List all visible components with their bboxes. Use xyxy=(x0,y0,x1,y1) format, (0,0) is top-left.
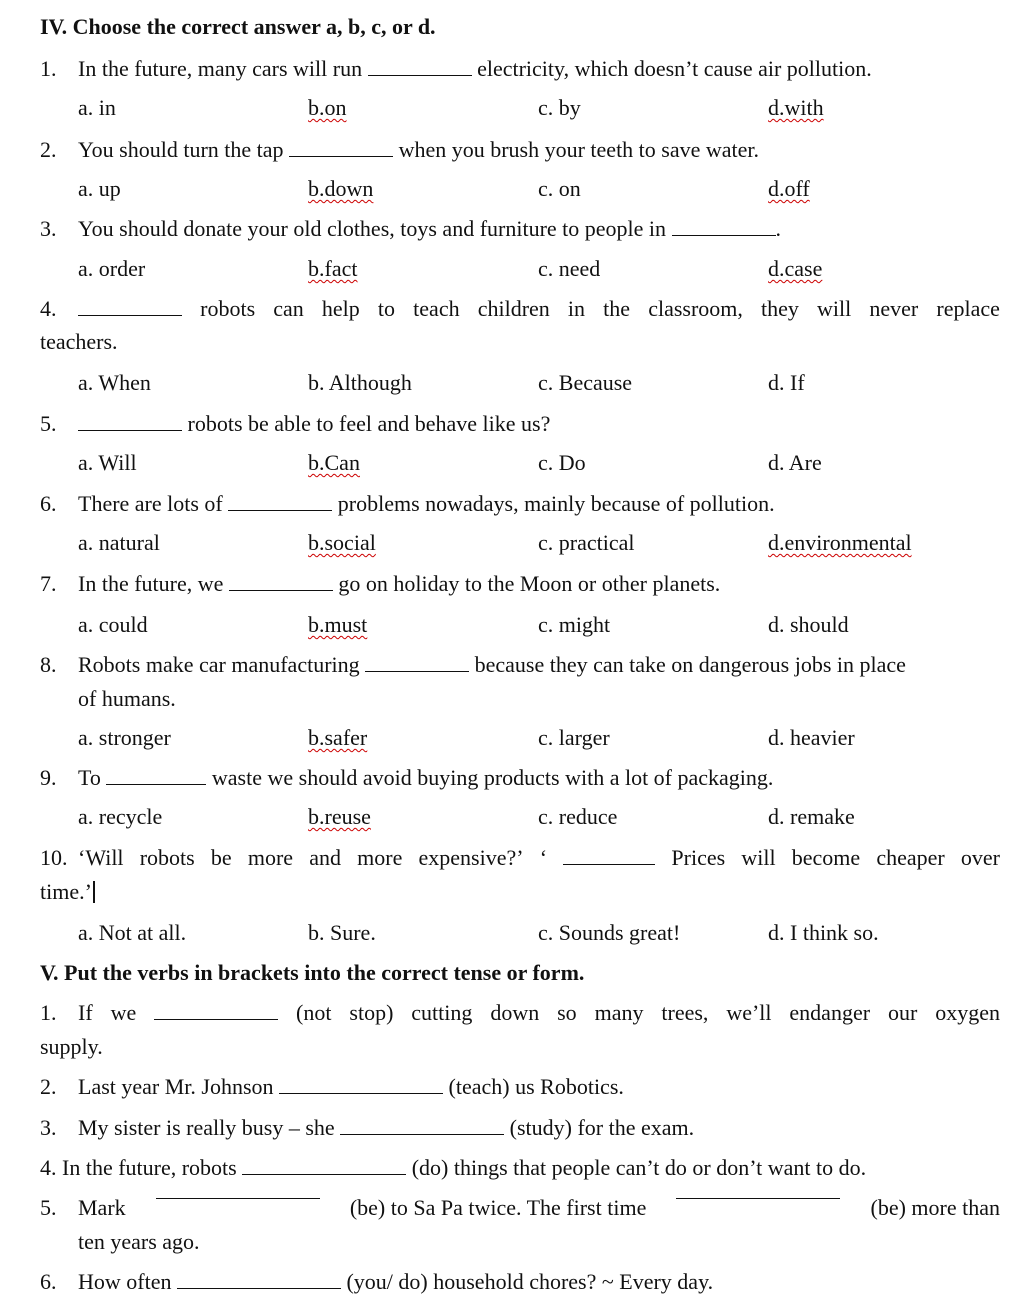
word: be xyxy=(210,845,232,870)
verb-blank-2[interactable] xyxy=(676,1197,840,1199)
question-text xyxy=(78,218,781,240)
question-number: 2. xyxy=(40,137,57,162)
option-a[interactable]: a. stronger xyxy=(78,725,171,750)
answer-blank[interactable] xyxy=(365,670,469,672)
item-number: 4. xyxy=(40,1155,57,1180)
word: trees, xyxy=(661,1000,709,1025)
word: can xyxy=(273,296,304,321)
item-text xyxy=(78,1076,624,1098)
blank-wrap xyxy=(563,847,655,869)
word: many xyxy=(594,1000,644,1025)
question-text-after: when you brush your teeth to save water. xyxy=(398,137,760,162)
item-number: 3. xyxy=(40,1115,57,1140)
verb-blank[interactable] xyxy=(154,1018,278,1020)
question-text-before: Robots make car manufacturing xyxy=(78,652,360,677)
question-text xyxy=(78,493,775,515)
question-text xyxy=(78,847,1000,869)
answer-blank[interactable] xyxy=(78,314,182,316)
word: down xyxy=(490,1000,540,1025)
question-number: 6. xyxy=(40,491,57,516)
question-text xyxy=(78,58,872,80)
word: children xyxy=(477,296,550,321)
answer-blank[interactable] xyxy=(229,589,333,591)
word: we xyxy=(110,1000,137,1025)
question-text-before: To xyxy=(78,765,101,790)
item-text-before: How often xyxy=(78,1269,172,1294)
item-number: 1. xyxy=(40,1000,57,1025)
word: help xyxy=(321,296,360,321)
question-text-after: go on holiday to the Moon or other planets. xyxy=(338,571,721,596)
option-d[interactable]: d. Are xyxy=(768,450,822,475)
option-d[interactable]: d. remake xyxy=(768,804,855,829)
option-d[interactable]: d. If xyxy=(768,370,805,395)
option-a[interactable]: a. order xyxy=(78,256,146,281)
option-a[interactable]: a. up xyxy=(78,176,121,201)
option-a[interactable]: a. When xyxy=(78,370,151,395)
option-d[interactable]: d.environmental xyxy=(768,530,912,555)
word: we’ll xyxy=(726,1000,772,1025)
item-text-before: Mark xyxy=(78,1195,126,1220)
word: the xyxy=(603,296,631,321)
item-number: 5. xyxy=(40,1195,57,1220)
word: to xyxy=(377,296,396,321)
blank-wrap xyxy=(78,298,182,320)
option-c[interactable]: c. might xyxy=(538,612,611,637)
word: replace xyxy=(936,296,1000,321)
word: Prices xyxy=(671,845,726,870)
verb-blank[interactable] xyxy=(340,1133,504,1135)
word: more xyxy=(247,845,294,870)
question-text xyxy=(78,139,759,161)
question-text-before: You should donate your old clothes, toys and furniture to people in xyxy=(78,216,667,241)
option-a[interactable]: a. Not at all. xyxy=(78,920,187,945)
word: robots xyxy=(200,296,256,321)
word: they xyxy=(761,296,799,321)
word: cheaper xyxy=(876,845,945,870)
word: over xyxy=(960,845,1000,870)
word: expensive?’ xyxy=(418,845,524,870)
answer-blank[interactable] xyxy=(672,234,776,236)
answer-blank[interactable] xyxy=(368,74,472,76)
option-a[interactable]: a. recycle xyxy=(78,804,163,829)
question-number: 7. xyxy=(40,571,57,596)
word: If xyxy=(78,1000,93,1025)
question-number: 5. xyxy=(40,411,57,436)
item-text-before: Last year Mr. Johnson xyxy=(78,1074,274,1099)
answer-blank[interactable] xyxy=(106,783,206,785)
option-b[interactable]: b.on xyxy=(308,95,347,120)
item-text xyxy=(78,1197,1000,1219)
option-d[interactable]: d.case xyxy=(768,256,823,281)
text-cursor xyxy=(93,881,95,903)
item-text-continued: supply. xyxy=(40,1034,103,1059)
question-number: 8. xyxy=(40,652,57,677)
answer-blank[interactable] xyxy=(289,155,393,157)
question-number: 1. xyxy=(40,56,57,81)
option-b[interactable]: b.reuse xyxy=(308,804,371,829)
question-number: 3. xyxy=(40,216,57,241)
option-c[interactable]: c. reduce xyxy=(538,804,618,829)
question-text-before: You should turn the tap xyxy=(78,137,284,162)
item-text xyxy=(78,1271,713,1293)
word: robots xyxy=(139,845,195,870)
word: will xyxy=(741,845,776,870)
blank-wrap xyxy=(154,1002,278,1024)
question-text xyxy=(78,767,773,789)
option-d[interactable]: d. heavier xyxy=(768,725,855,750)
item-text-after: (study) for the exam. xyxy=(509,1115,695,1140)
verb-blank[interactable] xyxy=(177,1287,341,1289)
word: ‘Will xyxy=(78,845,124,870)
option-b[interactable]: b. Although xyxy=(308,370,412,395)
option-c[interactable]: c. larger xyxy=(538,725,610,750)
word: become xyxy=(791,845,861,870)
word: oxygen xyxy=(935,1000,1000,1025)
question-text-after: problems nowadays, mainly because of pollution. xyxy=(337,491,775,516)
item-text-after: (you/ do) household chores? ~ Every day. xyxy=(346,1269,714,1294)
section-5-heading: V. Put the verbs in brackets into the correct tense or form. xyxy=(40,960,585,985)
question-text-after: electricity, which doesn’t cause air pollution. xyxy=(477,56,872,81)
option-b[interactable]: b.social xyxy=(308,530,376,555)
question-text xyxy=(78,298,1000,320)
word: classroom, xyxy=(648,296,743,321)
item-text-before: My sister is really busy – she xyxy=(78,1115,335,1140)
option-b[interactable]: b. Sure. xyxy=(308,920,376,945)
word: will xyxy=(817,296,852,321)
word: endanger xyxy=(789,1000,871,1025)
option-c[interactable]: c. Because xyxy=(538,370,633,395)
item-text xyxy=(78,1002,1000,1024)
question-number: 9. xyxy=(40,765,57,790)
option-c[interactable]: c. Sounds great! xyxy=(538,920,681,945)
item-text-continued: ten years ago. xyxy=(78,1229,200,1254)
word: teach xyxy=(413,296,460,321)
question-number: 4. xyxy=(40,296,57,321)
option-c[interactable]: c. Do xyxy=(538,450,586,475)
question-text xyxy=(78,573,720,595)
option-c[interactable]: c. practical xyxy=(538,530,635,555)
word: (not xyxy=(296,1000,332,1025)
question-text-continued: of humans. xyxy=(78,686,176,711)
question-text-continued: time.’ xyxy=(40,881,95,903)
word: stop) xyxy=(349,1000,394,1025)
question-text xyxy=(78,413,550,435)
item-number: 2. xyxy=(40,1074,57,1099)
verb-blank[interactable] xyxy=(279,1092,443,1094)
question-text-continued: teachers. xyxy=(40,329,118,354)
item-text xyxy=(78,1117,694,1139)
item-text-after: (do) things that people can’t do or don’t want to do. xyxy=(411,1155,867,1180)
option-d[interactable]: d. I think so. xyxy=(768,920,879,945)
option-c[interactable]: c. need xyxy=(538,256,601,281)
option-b[interactable]: b.down xyxy=(308,176,374,201)
word: so xyxy=(557,1000,577,1025)
option-b[interactable]: b.fact xyxy=(308,256,358,281)
option-b[interactable]: b.safer xyxy=(308,725,368,750)
option-a[interactable]: a. Will xyxy=(78,450,137,475)
question-text-after: robots be able to feel and behave like us? xyxy=(187,411,551,436)
verb-blank[interactable] xyxy=(242,1173,406,1175)
verb-blank[interactable] xyxy=(156,1197,320,1199)
word: our xyxy=(887,1000,918,1025)
answer-blank[interactable] xyxy=(78,429,182,431)
option-c[interactable]: c. on xyxy=(538,176,581,201)
word: never xyxy=(869,296,919,321)
question-text xyxy=(78,654,906,676)
answer-blank[interactable] xyxy=(228,509,332,511)
option-a[interactable]: a. could xyxy=(78,612,148,637)
option-a[interactable]: a. in xyxy=(78,95,116,120)
option-b[interactable]: b.Can xyxy=(308,450,360,475)
question-text-after: because they can take on dangerous jobs in place xyxy=(474,652,906,677)
item-text-after: (be) more than xyxy=(870,1195,1000,1220)
question-number: 10. xyxy=(40,845,68,870)
word: more xyxy=(357,845,403,870)
section-4-heading: IV. Choose the correct answer a, b, c, or d. xyxy=(40,14,436,39)
question-text-before: There are lots of xyxy=(78,491,223,516)
item-number: 6. xyxy=(40,1269,57,1294)
word: and xyxy=(309,845,341,870)
item-text-after: (teach) us Robotics. xyxy=(448,1074,624,1099)
question-text-before: In the future, many cars will run xyxy=(78,56,363,81)
option-b[interactable]: b.must xyxy=(308,612,368,637)
answer-blank[interactable] xyxy=(563,863,655,865)
option-a[interactable]: a. natural xyxy=(78,530,160,555)
option-d[interactable]: d. should xyxy=(768,612,849,637)
question-text-after: . xyxy=(775,216,782,241)
question-text-after: waste we should avoid buying products with a lot of packaging. xyxy=(211,765,774,790)
option-d[interactable]: d.with xyxy=(768,95,824,120)
option-c[interactable]: c. by xyxy=(538,95,581,120)
word: in xyxy=(567,296,586,321)
word: ‘ xyxy=(539,845,548,870)
item-text-middle: (be) to Sa Pa twice. The first time xyxy=(349,1195,647,1220)
question-text-before: In the future, we xyxy=(78,571,224,596)
option-d[interactable]: d.off xyxy=(768,176,810,201)
item-text xyxy=(62,1157,866,1179)
item-text-before: In the future, robots xyxy=(62,1155,237,1180)
word: cutting xyxy=(411,1000,473,1025)
